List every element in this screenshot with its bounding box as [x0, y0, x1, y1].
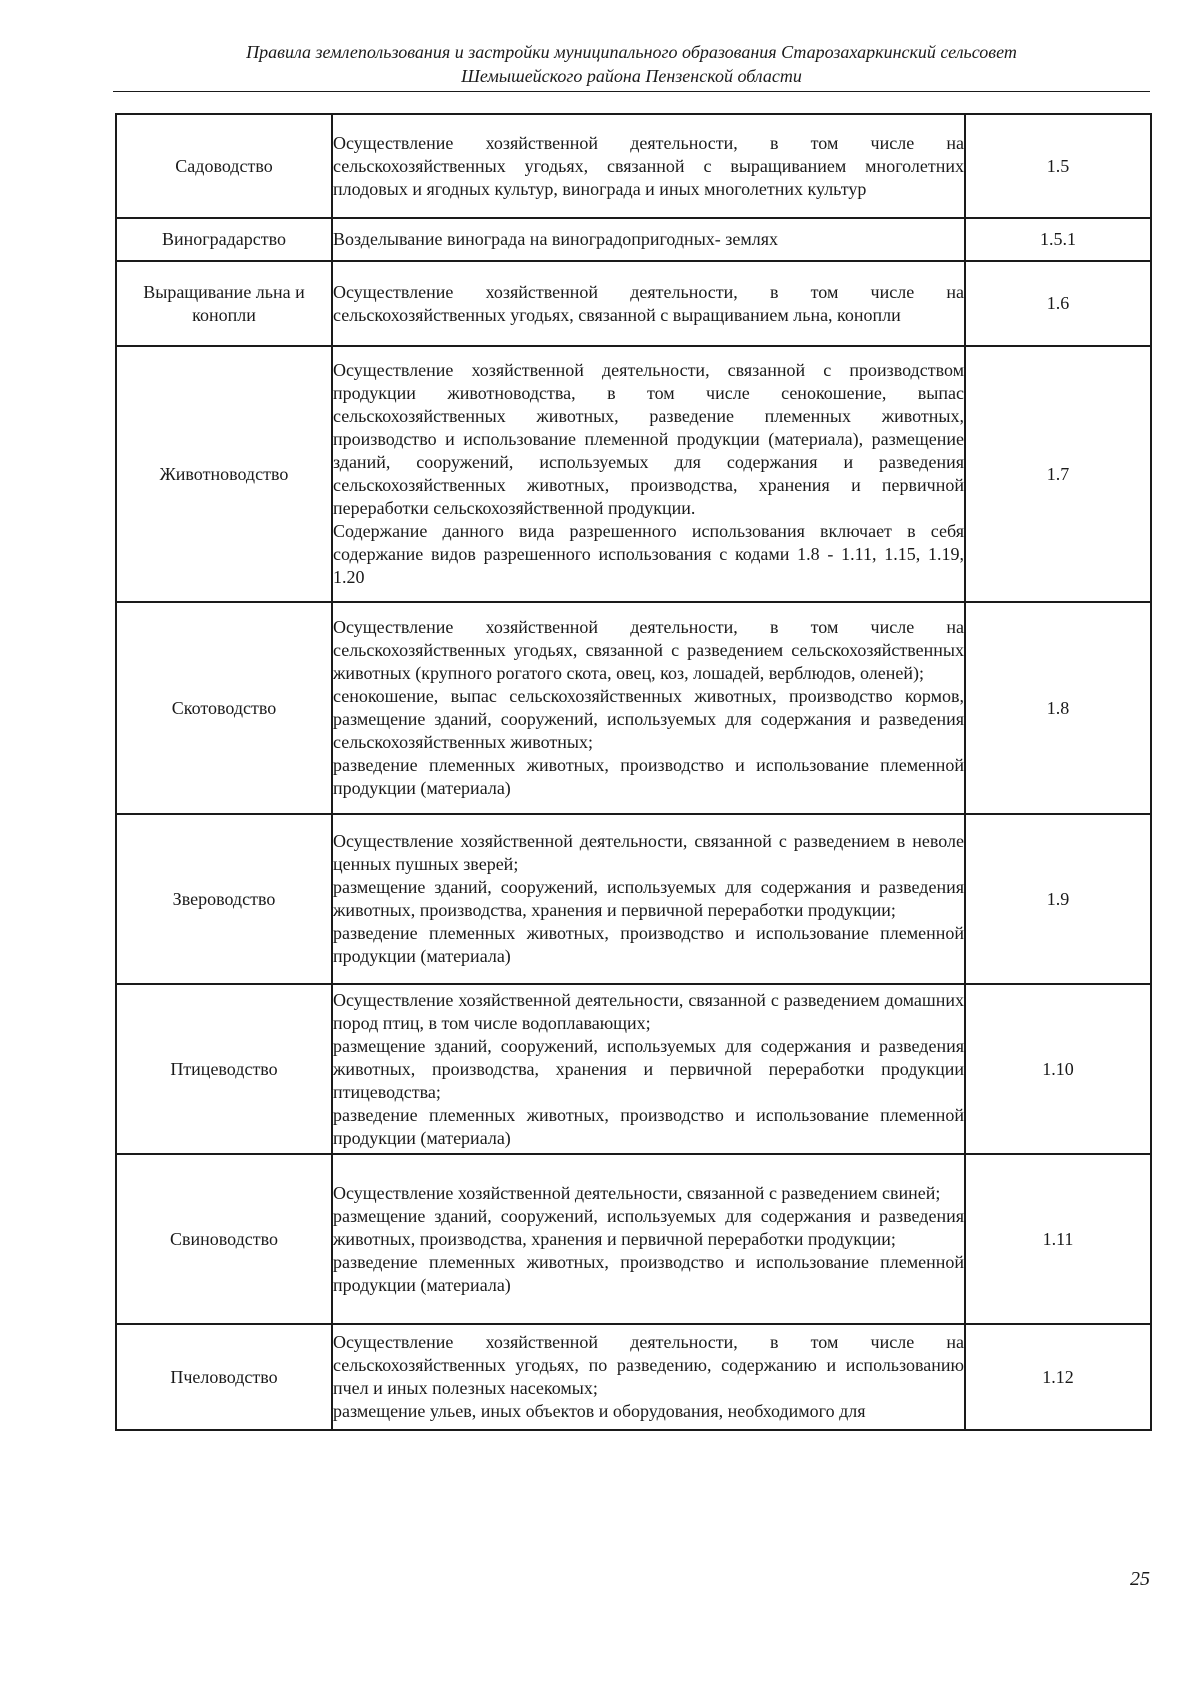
- table-row: [116, 114, 1151, 218]
- use-type-code: 1.5.1: [965, 218, 1151, 261]
- table-row: [116, 218, 1151, 261]
- use-type-code: 1.7: [965, 346, 1151, 602]
- use-type-description: [332, 1154, 965, 1324]
- description-paragraph: Возделывание винограда на виноградопригодных- землях: [333, 229, 779, 249]
- use-type-description: [332, 602, 965, 814]
- use-type-name: Пчеловодство: [116, 1324, 332, 1430]
- description-paragraph: размещение зданий, сооружений, используемых для содержания и разведения животных, производства, хранения и первичной переработки продукции птицеводства;: [333, 1035, 964, 1102]
- use-type-name: Птицеводство: [116, 984, 332, 1154]
- use-type-code: 1.10: [965, 984, 1151, 1154]
- table-row: [116, 261, 1151, 346]
- document-header: [113, 40, 1150, 88]
- description-paragraph: Осуществление хозяйственной деятельности, в том числе на сельскохозяйственных угодьях, связанной с выращиванием льна, конопли: [333, 281, 964, 325]
- description-paragraph: разведение племенных животных, производство и использование племенной продукции (материала): [333, 1251, 964, 1295]
- table-row: [116, 346, 1151, 602]
- table-row: [116, 1324, 1151, 1430]
- use-type-name: Виноградарство: [116, 218, 332, 261]
- table-body: [116, 114, 1151, 1430]
- description-paragraph: Осуществление хозяйственной деятельности, связанной с разведением в неволе ценных пушных зверей;: [333, 831, 964, 874]
- use-type-description: [332, 814, 965, 984]
- table-row: [116, 984, 1151, 1154]
- description-paragraph: Осуществление хозяйственной деятельности, связанной с разведением свиней;: [333, 1182, 941, 1203]
- use-type-code: 1.6: [965, 261, 1151, 346]
- table-row: [116, 602, 1151, 814]
- use-type-name: Звероводство: [116, 814, 332, 984]
- description-paragraph: разведение племенных животных, производство и использование племенной продукции (материала): [333, 1104, 964, 1148]
- use-type-description: [332, 114, 965, 218]
- use-type-description: [332, 346, 965, 602]
- use-type-description: [332, 1324, 965, 1430]
- table-row: [116, 814, 1151, 984]
- use-type-code: 1.8: [965, 602, 1151, 814]
- header-line-2: Шемышейского района Пензенской области: [461, 66, 802, 86]
- use-type-name: Животноводство: [116, 346, 332, 602]
- description-paragraph: разведение племенных животных, производство и использование племенной продукции (материала): [333, 755, 964, 798]
- use-type-description: [332, 261, 965, 346]
- table-row: [116, 1154, 1151, 1324]
- description-paragraph: Осуществление хозяйственной деятельности, в том числе на сельскохозяйственных угодьях, по разведению, содержанию и использованию пчел и иных полезных насекомых;: [333, 1332, 964, 1398]
- description-paragraph: разведение племенных животных, производство и использование племенной продукции (материала): [333, 923, 964, 966]
- page-number: 25: [1130, 1568, 1150, 1590]
- header-line-1: Правила землепользования и застройки муниципального образования Старозахаркинский сельсовет: [246, 42, 1017, 62]
- description-paragraph: Осуществление хозяйственной деятельности, связанной с производством продукции животноводства, в том числе сенокошение, выпас сельскохозяйственных животных, разведение племенных животных, производство и использование племенной продукции (материала), размещение зданий, сооружений, используемых для содержания и разведения сельскохозяйственных животных, производства, хранения и первичной переработки сельскохозяйственной продукции.: [333, 360, 964, 518]
- use-type-description: [332, 218, 965, 261]
- use-type-name: Скотоводство: [116, 602, 332, 814]
- description-paragraph: Осуществление хозяйственной деятельности, в том числе на сельскохозяйственных угодьях, связанной с выращиванием многолетних плодовых и ягодных культур, винограда и иных многолетних культур: [333, 132, 964, 199]
- use-type-name: Садоводство: [116, 114, 332, 218]
- use-type-name: Свиноводство: [116, 1154, 332, 1324]
- use-type-name: Выращивание льна и конопли: [116, 261, 332, 346]
- land-use-table: [115, 113, 1152, 1431]
- description-paragraph: Содержание данного вида разрешенного использования включает в себя содержание видов разрешенного использования с кодами 1.8 - 1.11, 1.15, 1.19, 1.20: [333, 521, 964, 587]
- description-paragraph: размещение ульев, иных объектов и оборудования, необходимого для: [333, 1401, 866, 1421]
- description-paragraph: размещение зданий, сооружений, используемых для содержания и разведения животных, производства, хранения и первичной переработки продукции;: [333, 877, 964, 920]
- description-paragraph: Осуществление хозяйственной деятельности, связанной с разведением домашних пород птиц, в том числе водоплавающих;: [333, 989, 964, 1033]
- description-paragraph: сенокошение, выпас сельскохозяйственных животных, производство кормов, размещение зданий, сооружений, используемых для содержания и разведения сельскохозяйственных животных;: [333, 686, 964, 752]
- header-rule: [113, 91, 1150, 92]
- use-type-code: 1.12: [965, 1324, 1151, 1430]
- description-paragraph: Осуществление хозяйственной деятельности, в том числе на сельскохозяйственных угодьях, связанной с разведением сельскохозяйственных животных (крупного рогатого скота, овец, коз, лошадей, верблюдов, оленей);: [333, 617, 964, 683]
- description-paragraph: размещение зданий, сооружений, используемых для содержания и разведения животных, производства, хранения и первичной переработки продукции;: [333, 1205, 964, 1249]
- use-type-code: 1.5: [965, 114, 1151, 218]
- use-type-code: 1.9: [965, 814, 1151, 984]
- use-type-description: [332, 984, 965, 1154]
- use-type-code: 1.11: [965, 1154, 1151, 1324]
